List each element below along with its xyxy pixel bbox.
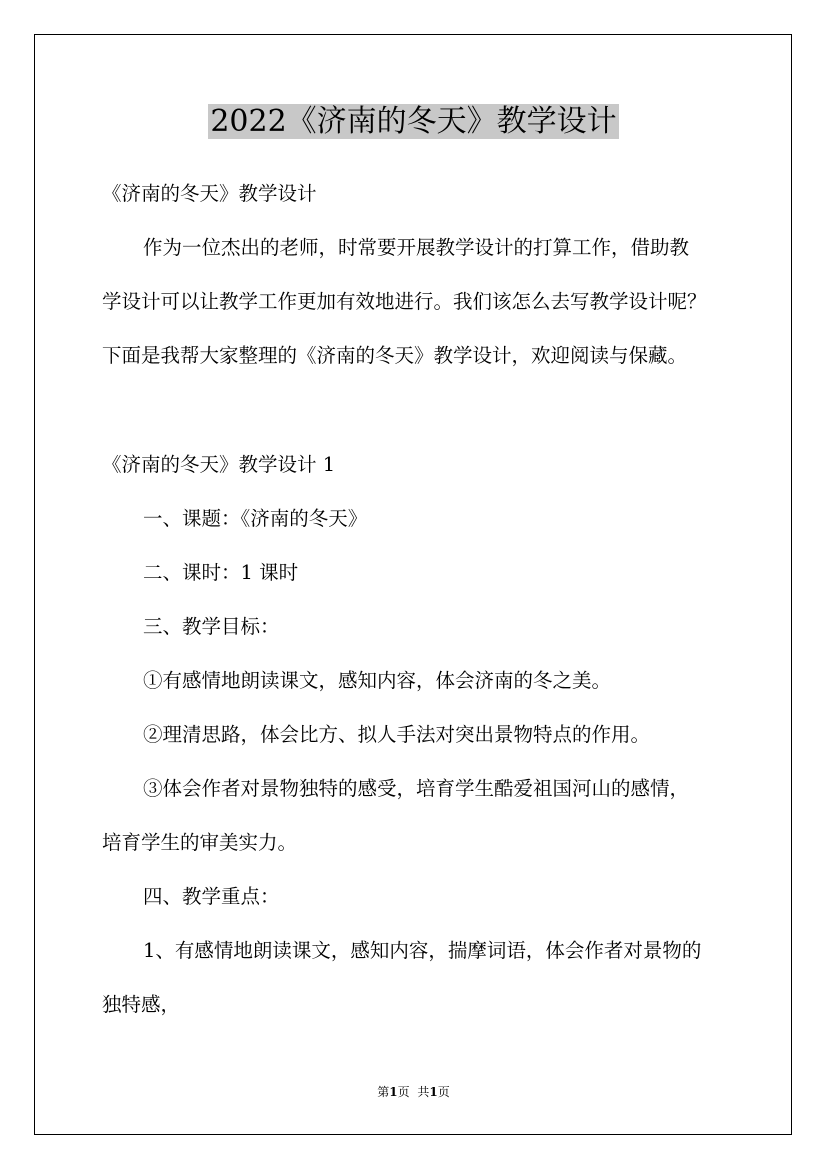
page-footer [0,1083,827,1100]
footer-total-prefix: 共 [417,1085,430,1099]
document-title-text: 2022《济南的冬天》教学设计 [210,104,617,139]
paragraph-line: 三、教学目标： [143,615,280,638]
paragraph-line: ②理清思路，体会比方、拟人手法对突出景物特点的作用。 [143,723,651,746]
footer-total-suffix: 页 [437,1085,450,1099]
footer-total-number: 1 [429,1085,438,1099]
paragraph-line: 学设计可以让教学工作更加有效地进行。我们该怎么去写教学设计呢？ [102,290,707,313]
footer-page-number: 1 [389,1085,398,1099]
paragraph-line: 二、课时：1 课时 [143,561,299,584]
section-heading: 《济南的冬天》教学设计 1 [102,453,336,476]
paragraph-line: 1、有感情地朗读课文，感知内容，揣摩词语，体会作者对景物的 [143,939,702,962]
paragraph-line: 一、课题：《济南的冬天》 [143,507,368,530]
document-title [0,103,827,141]
paragraph-line: 独特感， [102,993,181,1016]
footer-page-prefix: 第 [377,1085,390,1099]
paragraph-line: 作为一位杰出的老师，时常要开展教学设计的打算工作，借助教 [143,236,690,259]
paragraph-line: ③体会作者对景物独特的感受，培育学生酷爱祖国河山的感情， [143,777,690,800]
paragraph-line: 下面是我帮大家整理的《济南的冬天》教学设计，欢迎阅读与保藏。 [102,344,688,367]
section-heading: 《济南的冬天》教学设计 [102,182,317,205]
paragraph-line: 培育学生的审美实力。 [102,831,298,854]
paragraph-line: 四、教学重点： [143,885,280,908]
paragraph-line: ①有感情地朗读课文，感知内容，体会济南的冬之美。 [143,669,612,692]
footer-page-suffix: 页 [397,1085,410,1099]
